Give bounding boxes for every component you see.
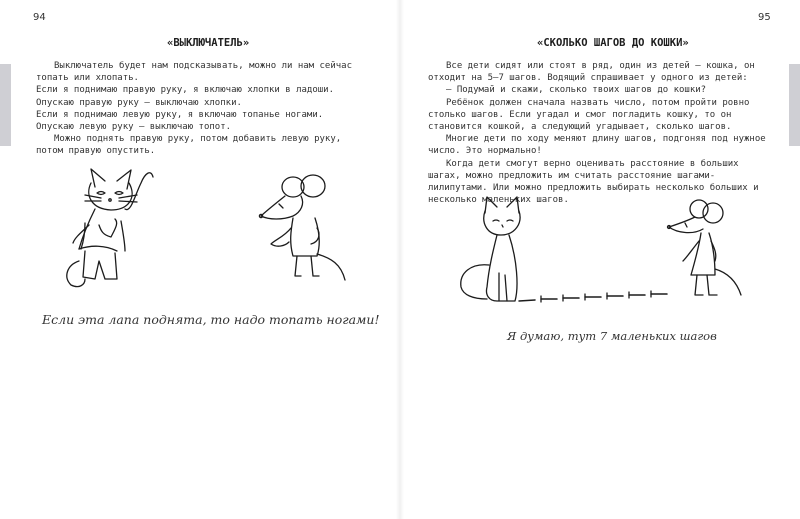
right-page-caption: Я думаю, тут 7 маленьких шагов [507,329,717,343]
paragraph: Выключатель будет нам подсказывать, можно ли нам сейчас топать или хлопать. [36,61,353,84]
right-page [400,0,800,519]
paragraph: Можно поднять правую руку, потом добавить левую руку, потом правую опустить. [36,134,342,157]
right-page-edge-tab [789,64,800,146]
right-page-title: «СКОЛЬКО ШАГОВ ДО КОШКИ» [537,37,689,49]
left-page-body [36,60,366,158]
right-page-body [428,60,773,206]
left-page-caption: Если эта лапа поднята, то надо топать ногами! [42,312,380,327]
left-page-edge-tab [0,64,11,146]
paragraph: Когда дети смогут верно оценивать расстояние в больших шагах, можно предложить им считать расстояние шагами-лилипутами. Или можно предложить выбирать несколько больших и несколько маленьких шагов. [428,158,759,206]
left-page-title: «ВЫКЛЮЧАТЕЛЬ» [167,37,250,49]
cat-raised-paw-illustration [55,165,170,305]
left-page-number: 94 [33,12,46,23]
paragraph: Опускаю правую руку – выключаю хлопки. [36,97,242,108]
paragraph: Ребёнок должен сначала назвать число, потом пройти ровно столько шагов. Если угадал и смог погладить кошку, то он становится кошкой, а следующий угадывает, сколько шагов. [428,97,750,133]
paragraph: Все дети сидят или стоят в ряд, один из детей – кошка, он отходит на 5–7 шагов. Водящий спрашивает у одного из детей: [428,61,755,84]
right-page-number: 95 [758,12,771,23]
paragraph: Если я поднимаю левую руку, я включаю топанье ногами. [36,109,324,120]
paragraph: Опускаю левую руку – выключаю топот. [36,122,232,133]
cat-and-mouse-steps-illustration [445,195,750,315]
mouse-clapping-illustration [255,172,355,287]
paragraph: – Подумай и скажи, сколько твоих шагов до кошки? [446,85,707,96]
paragraph: Если я поднимаю правую руку, я включаю хлопки в ладоши. [36,85,335,96]
paragraph: Многие дети по ходу меняют длину шагов, подгоняя под нужное число. Это нормально! [428,134,766,157]
